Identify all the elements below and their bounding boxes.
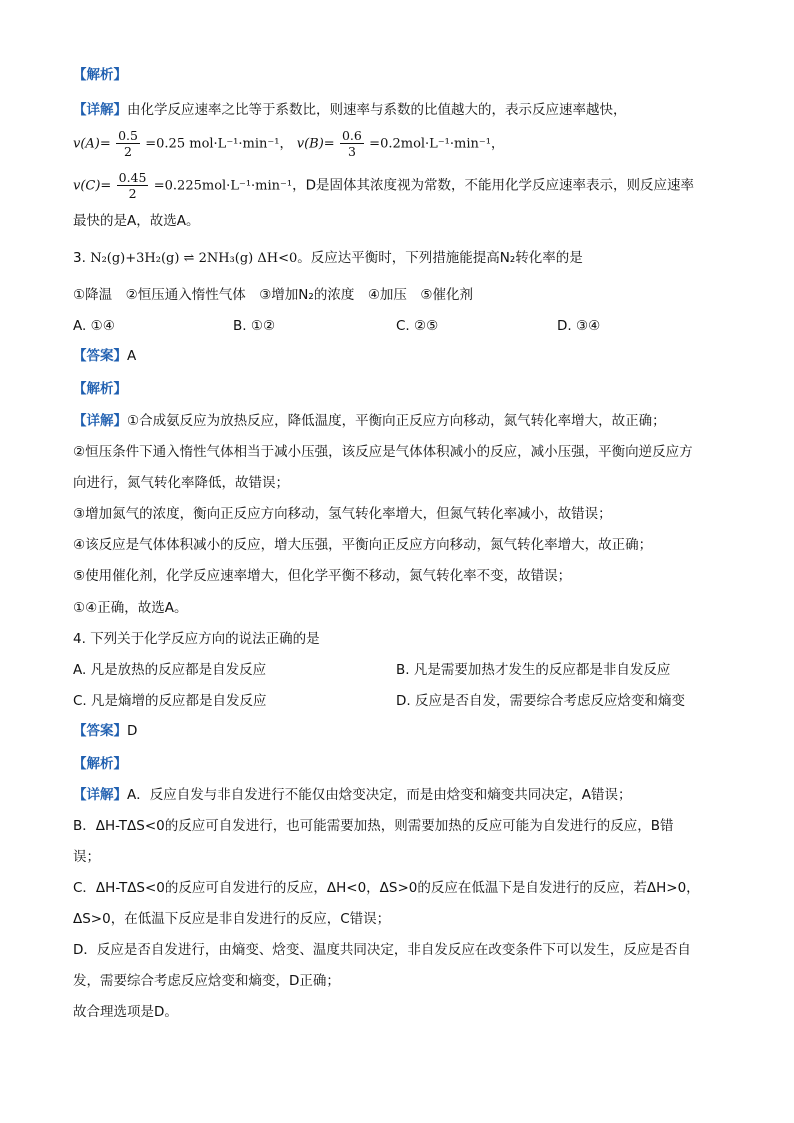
- q3-detail-line-5: ④该反应是气体体积减小的反应，增大压强，平衡向正反应方向移动，氮气转化率增大，故正确；: [73, 537, 653, 553]
- q3-detail-line-2: ②恒压条件下通入惰性气体相当于减小压强，该反应是气体体积减小的反应，减小压强，平衡向逆反应方: [73, 444, 693, 460]
- q3-stem: 3. N₂(g)+3H₂(g) ⇌ 2NH₃(g) ΔH<0。反应达平衡时，下列措施能提高N₂转化率的是: [73, 250, 583, 266]
- q4-detail-line-1: 【详解】A．反应自发与非自发进行不能仅由焓变决定，而是由焓变和熵变共同决定，A错误；: [73, 787, 632, 803]
- q3-measures: ①降温 ②恒压通入惰性气体 ③增加N₂的浓度 ④加压 ⑤催化剂: [73, 287, 474, 303]
- q4-option-d: D. 反应是否自发，需要综合考虑反应焓变和熵变: [396, 693, 685, 709]
- q4-detail-line-3: 误；: [73, 849, 100, 865]
- q3-option-b: B. ①②: [233, 318, 276, 334]
- q4-detail-line-2: B．ΔH-TΔS<0的反应可自发进行，也可能需要加热，则需要加热的反应可能为自发进行的反应，B错: [73, 818, 674, 834]
- q2-detail-line: 【详解】由化学反应速率之比等于系数比，则速率与系数的比值越大的，表示反应速率越快，: [73, 102, 627, 118]
- q4-detail-line-7: 发，需要综合考虑反应焓变和熵变，D正确；: [73, 973, 340, 989]
- q4-jiexi-heading: 【解析】: [73, 756, 127, 772]
- q4-option-b: B. 凡是需要加热才发生的反应都是非自发反应: [396, 662, 671, 678]
- q2-rate-c-line: v(C)= $\frac{0.45}{2}$ =0.225mol·L⁻¹·min⁻¹，D是固体其浓度视为常数，不能用化学反应速率表示，则反应速率: [73, 170, 694, 201]
- q4-stem: 4. 下列关于化学反应方向的说法正确的是: [73, 631, 320, 647]
- q3-option-d: D. ③④: [557, 318, 601, 334]
- q3-detail-line-4: ③增加氮气的浓度，衡向正反应方向移动，氢气转化率增大，但氮气转化率减小，故错误；: [73, 506, 612, 522]
- q3-conclusion: ①④正确，故选A。: [73, 600, 188, 616]
- fraction-vA: $\frac{0.5}{2}$: [118, 128, 138, 159]
- q4-conclusion: 故合理选项是D。: [73, 1004, 178, 1020]
- q2-jiexi-heading: 【解析】: [73, 67, 127, 83]
- q4-detail-line-4: C．ΔH-TΔS<0的反应可自发进行的反应，ΔH<0，ΔS>0的反应在低温下是自发进行的反应，若ΔH>0，: [73, 880, 700, 896]
- q4-option-a: A. 凡是放热的反应都是自发反应: [73, 662, 267, 678]
- q4-option-c: C. 凡是熵增的反应都是自发反应: [73, 693, 267, 709]
- q2-rate-ab-line: v(A)= $\frac{0.5}{2}$ =0.25 mol·L⁻¹·min⁻¹， v(B)= $\frac{0.6}{3}$ =0.2mol·L⁻¹·min⁻¹，: [73, 128, 504, 159]
- q2-conclusion: 最快的是A，故选A。: [73, 213, 200, 229]
- q3-answer: 【答案】A: [73, 348, 137, 364]
- fraction-vC: $\frac{0.45}{2}$: [118, 170, 147, 201]
- q3-detail-line-6: ⑤使用催化剂，化学反应速率增大，但化学平衡不移动，氮气转化率不变，故错误；: [73, 568, 572, 584]
- q4-detail-line-6: D．反应是否自发进行，由熵变、焓变、温度共同决定，非自发反应在改变条件下可以发生，反应是否自: [73, 942, 691, 958]
- q3-detail-line-3: 向进行，氮气转化率降低，故错误；: [73, 475, 289, 491]
- q3-jiexi-heading: 【解析】: [73, 381, 127, 397]
- q4-answer: 【答案】D: [73, 723, 138, 739]
- q3-option-a: A. ①④: [73, 318, 115, 334]
- q4-detail-line-5: ΔS>0，在低温下反应是非自发进行的反应，C错误；: [73, 911, 391, 927]
- q3-detail-line-1: 【详解】①合成氨反应为放热反应，降低温度，平衡向正反应方向移动，氮气转化率增大，故正确；: [73, 413, 666, 429]
- fraction-vB: $\frac{0.6}{3}$: [341, 128, 362, 159]
- q3-option-c: C. ②⑤: [396, 318, 439, 334]
